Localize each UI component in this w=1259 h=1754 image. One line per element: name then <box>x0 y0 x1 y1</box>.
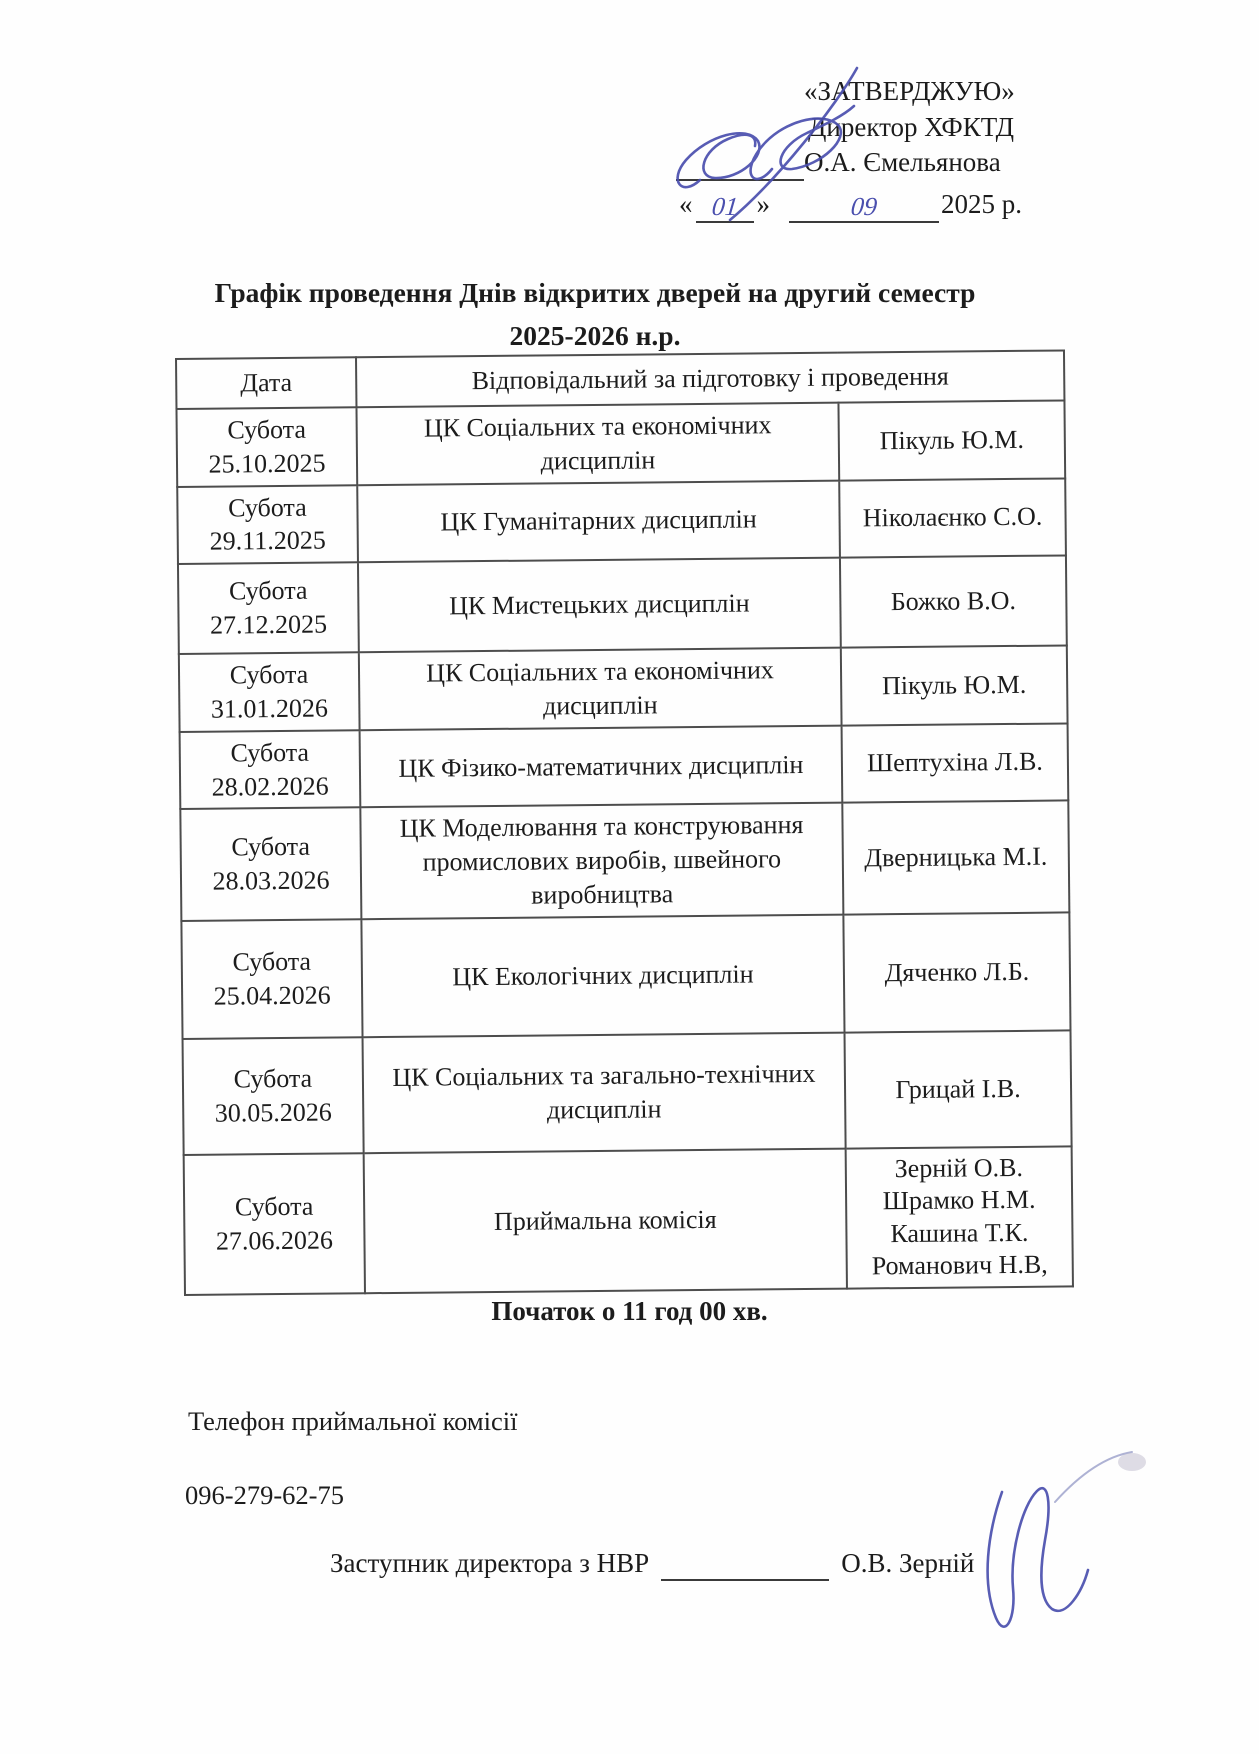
signatory-name: О.В. Зерній <box>841 1548 975 1578</box>
row-day: Субота <box>230 737 310 768</box>
row-unit: ЦК Соціальних та загально-технічних дисциплін <box>363 1032 846 1153</box>
schedule-table <box>175 349 1074 1295</box>
row-unit: ЦК Соціальних та економічних дисциплін <box>356 403 839 485</box>
approval-director-name: О.А. Ємельянова <box>804 147 1001 178</box>
row-day: Субота <box>232 946 312 977</box>
row-person: Ніколаєнко С.О. <box>839 478 1066 558</box>
approval-director-name-line <box>676 145 1026 181</box>
row-unit: ЦК Гуманітарних дисциплін <box>357 480 840 562</box>
row-date: 30.05.2026 <box>214 1097 332 1128</box>
signatory-line <box>330 1548 974 1581</box>
row-unit: ЦК Фізико-математичних дисциплін <box>360 725 843 807</box>
row-day: Субота <box>228 492 307 523</box>
start-time-note: Початок о 11 год 00 хв. <box>491 1296 768 1326</box>
date-close-quote: » <box>756 188 770 219</box>
table-header-row <box>176 350 1064 409</box>
row-date: 25.10.2025 <box>208 448 326 479</box>
handwritten-day: 01 <box>710 191 740 221</box>
date-open-quote: « <box>679 188 693 219</box>
approval-block <box>676 74 1026 223</box>
table-row <box>177 478 1066 564</box>
phone-label: Телефон приймальної комісії <box>188 1406 518 1436</box>
table-row <box>180 801 1069 921</box>
row-person: Грицай І.В. <box>845 1030 1072 1148</box>
director-signature-line <box>676 149 804 181</box>
row-person: Божко В.О. <box>840 556 1067 648</box>
row-day: Субота <box>231 831 311 862</box>
row-date: 29.11.2025 <box>209 525 326 557</box>
row-date: 28.03.2026 <box>212 865 330 896</box>
row-person: Дверницька М.І. <box>842 801 1069 915</box>
header-responsible: Відповідальний за підготовку і проведення <box>356 350 1064 407</box>
table-row <box>181 912 1070 1039</box>
approval-stamp-text: «ЗАТВЕРДЖУЮ» <box>804 76 1015 106</box>
document-title <box>0 272 1190 357</box>
approval-director-title: Директор ХФКТД <box>808 111 1014 142</box>
row-day: Субота <box>227 414 307 445</box>
signatory-role: Заступник директора з НВР <box>330 1548 650 1578</box>
deputy-signature-icon <box>988 1452 1132 1627</box>
table-row <box>183 1030 1072 1155</box>
date-day-slot <box>696 189 754 223</box>
document-title-line2: 2025-2026 н.р. <box>509 319 681 351</box>
date-month-slot <box>789 189 939 223</box>
row-date: 27.12.2025 <box>209 609 328 640</box>
row-unit: ЦК Мистецьких дисциплін <box>358 558 841 653</box>
row-person: Шептухіна Л.В. <box>842 723 1069 803</box>
row-day: Субота <box>228 576 308 606</box>
deputy-signature-line <box>661 1549 829 1581</box>
handwritten-month: 09 <box>849 191 879 221</box>
row-date: 27.06.2026 <box>215 1225 334 1256</box>
row-date: 28.02.2026 <box>211 771 329 802</box>
ink-smudge <box>1118 1453 1146 1471</box>
row-date: 25.04.2026 <box>213 980 331 1011</box>
phone-number: 096-279-62-75 <box>185 1480 344 1510</box>
row-person: Пікуль Ю.М. <box>838 400 1065 480</box>
document-title-line1: Графік проведення Днів відкритих дверей на другий семестр <box>214 277 976 308</box>
row-unit: ЦК Моделювання та конструювання промислових виробів, швейного виробництва <box>360 803 843 919</box>
table-row <box>179 646 1068 732</box>
row-person: Зерній О.В. Шрамко Н.М. Кашина Т.К. Романович Н.В, <box>846 1146 1073 1288</box>
date-year: 2025 р. <box>941 188 1022 219</box>
row-unit: ЦК Екологічних дисциплін <box>361 914 844 1037</box>
row-person: Дяченко Л.Б. <box>843 912 1070 1032</box>
header-date: Дата <box>176 357 356 409</box>
row-unit: Приймальна комісія <box>364 1148 847 1293</box>
row-unit: ЦК Соціальних та економічних дисциплін <box>359 648 842 730</box>
row-day: Субота <box>229 659 309 690</box>
table-row <box>184 1146 1073 1295</box>
row-date: 31.01.2026 <box>210 693 329 724</box>
row-person: Пікуль Ю.М. <box>841 646 1068 726</box>
table-row <box>180 723 1069 809</box>
table-row <box>178 556 1067 655</box>
table-row <box>176 400 1065 486</box>
approval-date-line <box>676 187 1026 223</box>
row-day: Субота <box>233 1063 313 1094</box>
row-day: Субота <box>234 1191 314 1222</box>
